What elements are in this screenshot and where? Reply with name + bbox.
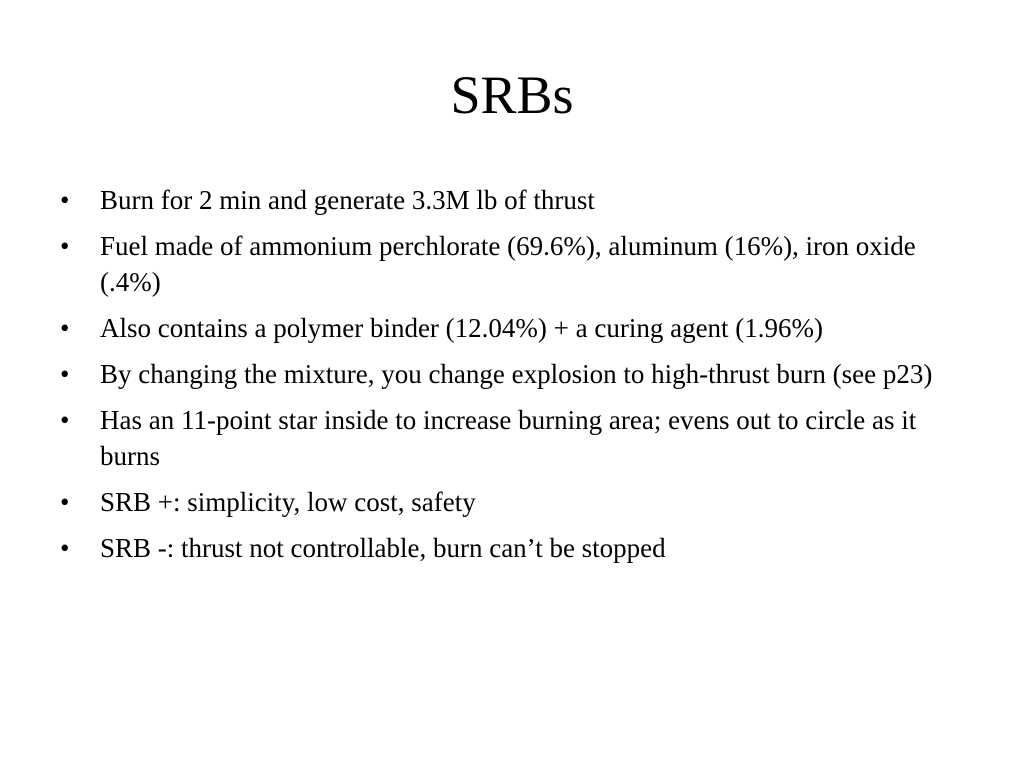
bullet-icon: • — [60, 405, 70, 435]
bullet-text: Burn for 2 min and generate 3.3M lb of thrust — [100, 185, 595, 215]
bullet-icon: • — [60, 487, 70, 517]
bullet-item-5 — [58, 402, 978, 474]
bullet-text: SRB -: thrust not controllable, burn can’t be stopped — [100, 533, 666, 563]
bullet-item-4 — [58, 356, 978, 392]
bullet-item-6 — [58, 484, 978, 520]
bullet-text: Has an 11-point star inside to increase burning area; evens out to circle as it burns — [100, 405, 917, 471]
slide-title: SRBs — [450, 65, 574, 125]
bullet-text: Fuel made of ammonium perchlorate (69.6%), aluminum (16%), iron oxide (.4%) — [100, 231, 916, 297]
bullet-item-1 — [58, 182, 978, 218]
bullet-list — [58, 182, 978, 576]
bullet-icon: • — [60, 533, 70, 563]
bullet-text: By changing the mixture, you change explosion to high-thrust burn (see p23) — [100, 359, 933, 389]
bullet-item-3 — [58, 310, 978, 346]
bullet-icon: • — [60, 185, 70, 215]
bullet-icon: • — [60, 313, 70, 343]
bullet-text: SRB +: simplicity, low cost, safety — [100, 487, 476, 517]
bullet-icon: • — [60, 359, 70, 389]
bullet-item-2 — [58, 228, 978, 300]
bullet-item-7 — [58, 530, 978, 566]
bullet-text: Also contains a polymer binder (12.04%) + a curing agent (1.96%) — [100, 313, 824, 343]
bullet-icon: • — [60, 231, 70, 261]
